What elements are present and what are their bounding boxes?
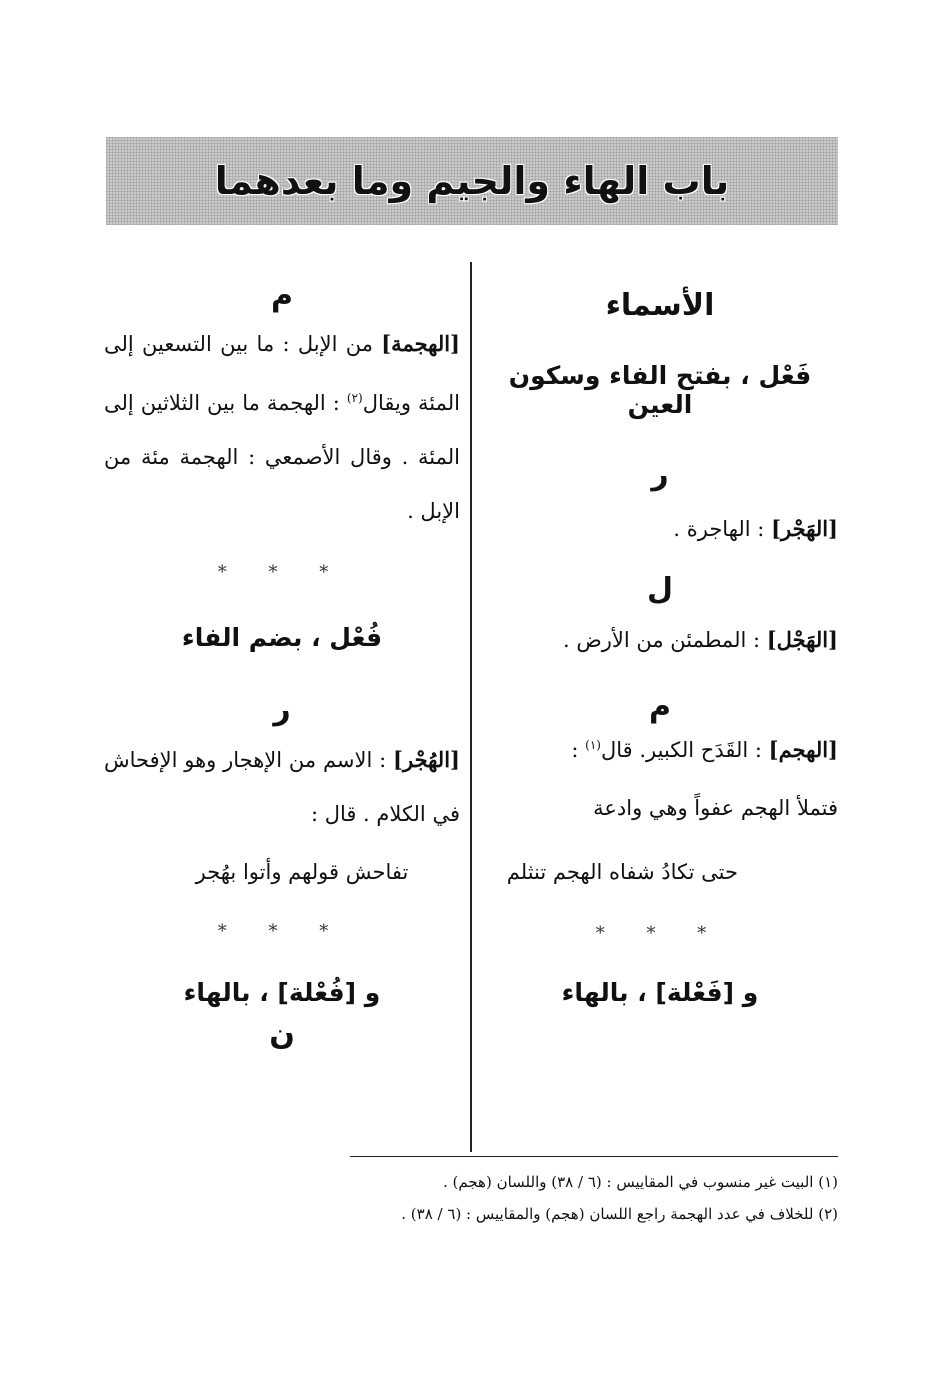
letter-heading-m: م	[271, 278, 293, 313]
verse-line-1: فتملأ الهجم عفواً وهي وادعة	[593, 796, 838, 820]
footnote-2: (٢) للخلاف في عدد الهجمة راجع اللسان (هجم) والمقاييس : (٦ / ٣٨) .	[401, 1205, 838, 1223]
entry-term: [الهجمة]	[381, 331, 460, 356]
entry-text: : القَدَح الكبير. قال	[600, 738, 762, 762]
entry-tail: :	[571, 738, 586, 762]
entry-term: [الهجم]	[768, 737, 838, 762]
separator-stars: * * *	[217, 921, 347, 942]
entry-hajl	[482, 613, 838, 667]
entry-text-2: : الهجمة ما بين الثلاثين إلى المئة . وقال الأصمعي : الهجمة مئة من الإبل .	[104, 391, 460, 523]
footnote-ref-2: (٢)	[346, 391, 363, 405]
letter-heading-r: ر	[651, 457, 669, 492]
pattern-heading: فَعْل ، بفتح الفاء وسكون العين	[508, 361, 812, 419]
chapter-banner	[106, 137, 838, 225]
separator-stars: * * *	[595, 923, 725, 944]
letter-heading-r: ر	[273, 692, 291, 727]
letter-heading-l: ل	[646, 572, 674, 607]
left-column	[104, 268, 460, 1052]
right-column	[482, 268, 838, 1007]
footnote-ref-1: (١)	[585, 738, 601, 752]
letter-heading-m: م	[649, 689, 671, 724]
entry-term: [الهَجْل]	[766, 627, 838, 652]
footnote-1: (١) البيت غير منسوب في المقاييس : (٦ / ٣٨) واللسان (هجم) .	[442, 1173, 838, 1191]
entry-term: [الهُجْر]	[393, 747, 460, 772]
column-divider	[470, 262, 472, 1152]
entry-hajm	[482, 724, 838, 771]
entry-text: من الإبل : ما بين التسعين إلى المئة ويقال	[104, 332, 460, 415]
chapter-title: باب الهاء والجيم وما بعدهما	[214, 159, 730, 203]
letter-heading-n: ن	[269, 1017, 295, 1052]
footnotes	[340, 1166, 838, 1230]
entry-hujr	[104, 733, 460, 841]
verse-line: تفاحش قولهم وأتوا بهُجر	[195, 860, 409, 884]
verse-line-2: حتى تكادُ شفاه الهجم تنثلم	[506, 860, 738, 884]
entry-text: : الهاجرة .	[673, 517, 765, 541]
pattern-heading-2: و [فُعْلة] ، بالهاء	[183, 978, 381, 1007]
entry-text: : الاسم من الإهجار وهو الإفحاش في الكلام . قال :	[104, 748, 460, 826]
separator-stars: * * *	[217, 562, 347, 583]
entry-text: : المطمئن من الأرض .	[562, 628, 761, 652]
entry-hajr	[482, 502, 838, 556]
pattern-heading: فُعْل ، بضم الفاء	[181, 623, 383, 652]
footnote-separator	[350, 1156, 838, 1157]
pattern-heading-2: و [فَعْلة] ، بالهاء	[561, 978, 759, 1007]
entry-term: [الهَجْر]	[771, 516, 838, 541]
entry-hajma	[104, 317, 460, 538]
section-heading: الأسماء	[605, 288, 715, 323]
